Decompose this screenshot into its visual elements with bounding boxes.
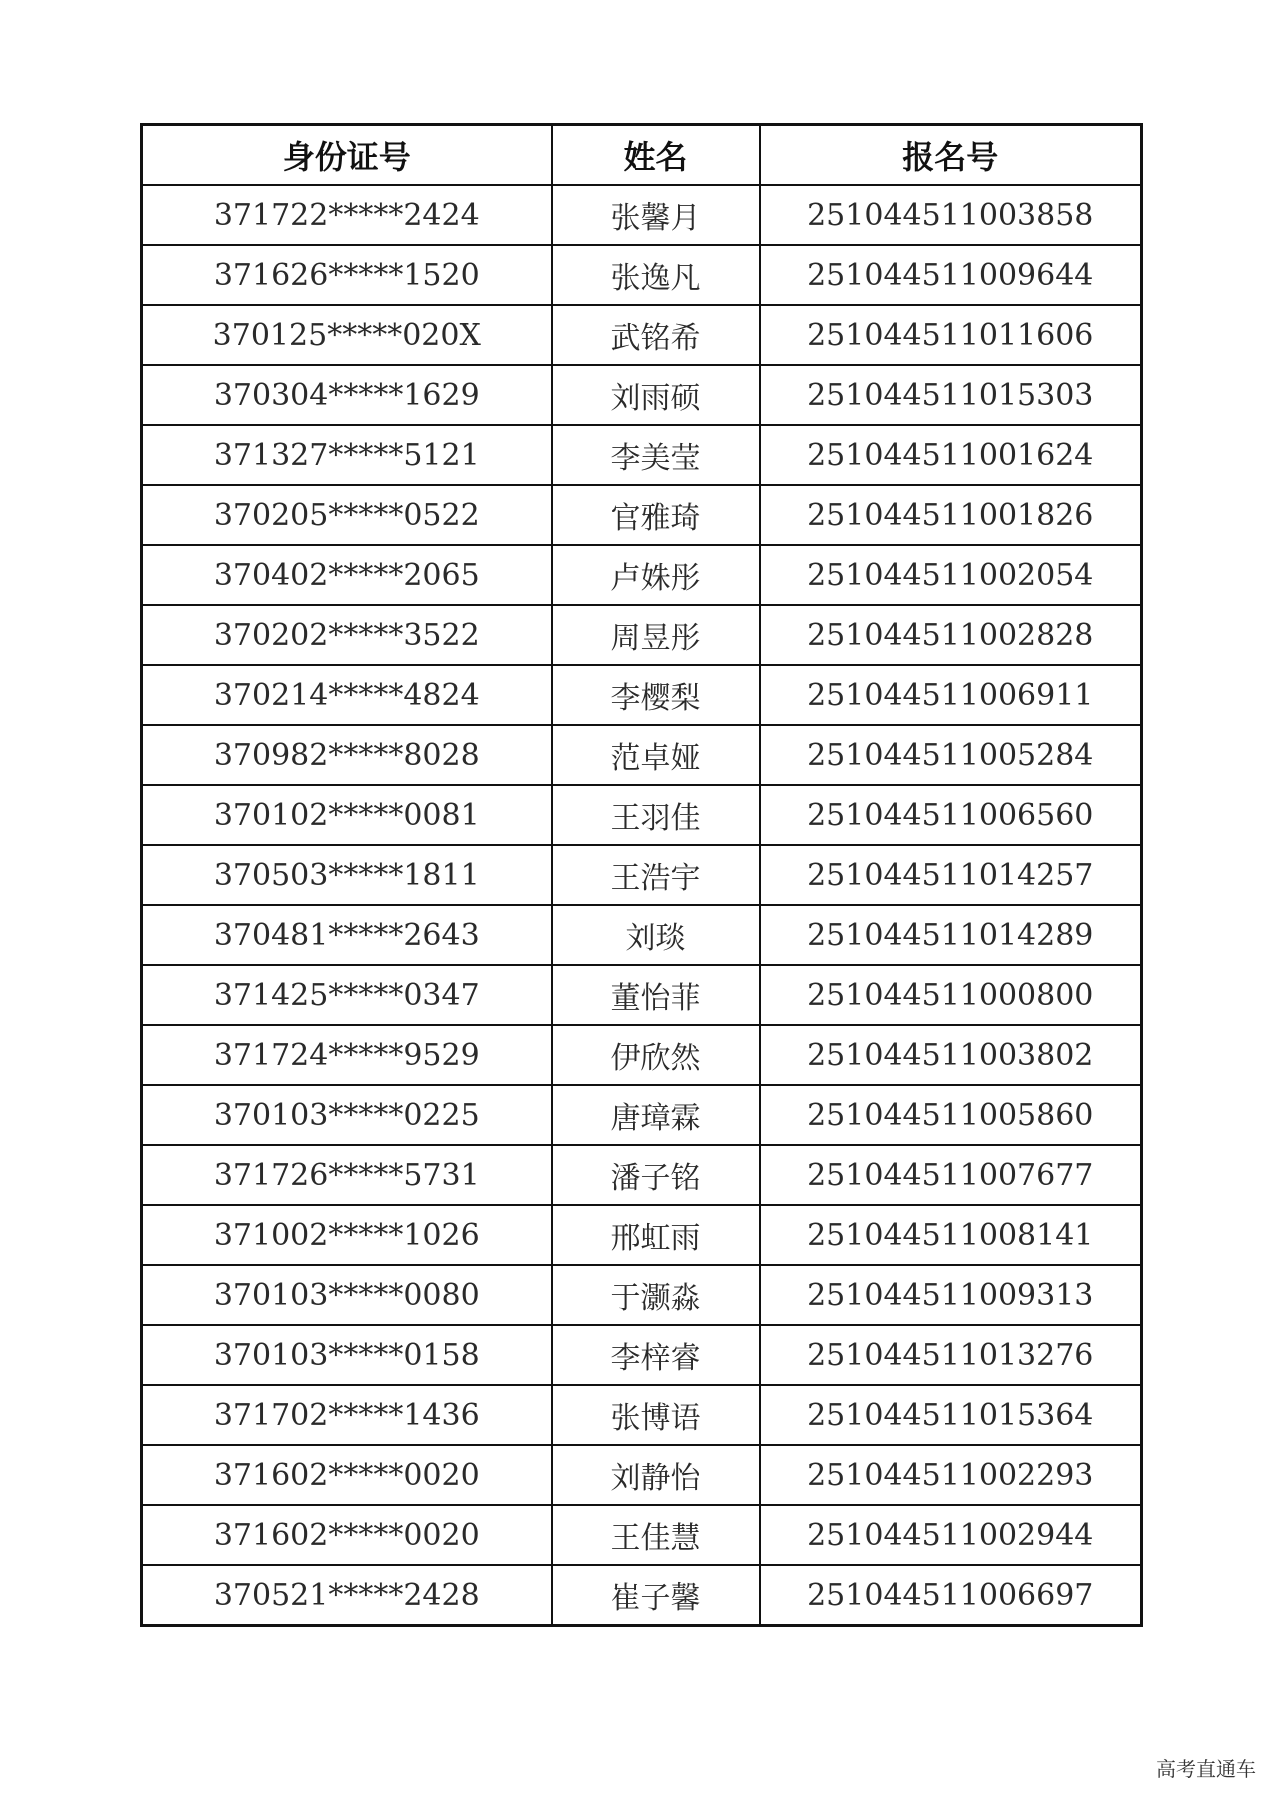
id-number-cell: 371425*****0347 xyxy=(142,965,552,1025)
name-cell: 董怡菲 xyxy=(552,965,760,1025)
registration-number-cell: 251044511003802 xyxy=(760,1025,1142,1085)
registration-number-cell: 251044511013276 xyxy=(760,1325,1142,1385)
registration-number-cell: 251044511006697 xyxy=(760,1565,1142,1626)
registration-number-cell: 251044511002828 xyxy=(760,605,1142,665)
table-row xyxy=(142,845,1142,905)
name-cell: 李美莹 xyxy=(552,425,760,485)
name-cell: 卢姝彤 xyxy=(552,545,760,605)
id-number-cell: 370402*****2065 xyxy=(142,545,552,605)
id-number-cell: 370982*****8028 xyxy=(142,725,552,785)
name-cell: 于灏淼 xyxy=(552,1265,760,1325)
registration-number-cell: 251044511014289 xyxy=(760,905,1142,965)
name-cell: 邢虹雨 xyxy=(552,1205,760,1265)
name-cell: 李梓睿 xyxy=(552,1325,760,1385)
id-number-cell: 371724*****9529 xyxy=(142,1025,552,1085)
table-row xyxy=(142,365,1142,425)
id-number-cell: 370205*****0522 xyxy=(142,485,552,545)
id-number-cell: 370102*****0081 xyxy=(142,785,552,845)
name-cell: 刘琰 xyxy=(552,905,760,965)
table-row xyxy=(142,245,1142,305)
name-cell: 张馨月 xyxy=(552,185,760,245)
registration-number-cell: 251044511009644 xyxy=(760,245,1142,305)
name-cell: 李樱梨 xyxy=(552,665,760,725)
registration-number-cell: 251044511015364 xyxy=(760,1385,1142,1445)
registration-number-cell: 251044511015303 xyxy=(760,365,1142,425)
id-number-cell: 371726*****5731 xyxy=(142,1145,552,1205)
table-row xyxy=(142,1265,1142,1325)
registration-number-cell: 251044511005860 xyxy=(760,1085,1142,1145)
id-number-cell: 370304*****1629 xyxy=(142,365,552,425)
table-row xyxy=(142,425,1142,485)
table-row xyxy=(142,1445,1142,1505)
table-row xyxy=(142,965,1142,1025)
id-number-cell: 370503*****1811 xyxy=(142,845,552,905)
id-number-cell: 371002*****1026 xyxy=(142,1205,552,1265)
name-cell: 王羽佳 xyxy=(552,785,760,845)
registration-number-cell: 251044511001826 xyxy=(760,485,1142,545)
header-name: 姓名 xyxy=(552,125,760,186)
table-row xyxy=(142,1085,1142,1145)
id-number-cell: 370103*****0080 xyxy=(142,1265,552,1325)
id-number-cell: 370521*****2428 xyxy=(142,1565,552,1626)
registration-number-cell: 251044511008141 xyxy=(760,1205,1142,1265)
table-row xyxy=(142,545,1142,605)
name-cell: 伊欣然 xyxy=(552,1025,760,1085)
table-row xyxy=(142,485,1142,545)
table-row xyxy=(142,1325,1142,1385)
registration-number-cell: 251044511002293 xyxy=(760,1445,1142,1505)
id-number-cell: 371626*****1520 xyxy=(142,245,552,305)
name-cell: 崔子馨 xyxy=(552,1565,760,1626)
table-row xyxy=(142,1025,1142,1085)
registration-number-cell: 251044511003858 xyxy=(760,185,1142,245)
id-number-cell: 371722*****2424 xyxy=(142,185,552,245)
id-number-cell: 370202*****3522 xyxy=(142,605,552,665)
registration-number-cell: 251044511002054 xyxy=(760,545,1142,605)
table-row xyxy=(142,1205,1142,1265)
registration-number-cell: 251044511000800 xyxy=(760,965,1142,1025)
registration-number-cell: 251044511007677 xyxy=(760,1145,1142,1205)
table-row xyxy=(142,665,1142,725)
id-number-cell: 370481*****2643 xyxy=(142,905,552,965)
name-cell: 刘静怡 xyxy=(552,1445,760,1505)
registration-number-cell: 251044511002944 xyxy=(760,1505,1142,1565)
id-number-cell: 371327*****5121 xyxy=(142,425,552,485)
name-cell: 武铭希 xyxy=(552,305,760,365)
header-id-number: 身份证号 xyxy=(142,125,552,186)
table-row xyxy=(142,905,1142,965)
name-cell: 张逸凡 xyxy=(552,245,760,305)
registration-number-cell: 251044511006560 xyxy=(760,785,1142,845)
id-number-cell: 371602*****0020 xyxy=(142,1445,552,1505)
name-cell: 王佳慧 xyxy=(552,1505,760,1565)
table-row xyxy=(142,1145,1142,1205)
registration-number-cell: 251044511006911 xyxy=(760,665,1142,725)
table-row xyxy=(142,605,1142,665)
table-header-row xyxy=(142,125,1142,186)
name-cell: 刘雨硕 xyxy=(552,365,760,425)
name-cell: 周昱彤 xyxy=(552,605,760,665)
roster-table xyxy=(140,123,1143,1627)
registration-number-cell: 251044511011606 xyxy=(760,305,1142,365)
table-row xyxy=(142,785,1142,845)
name-cell: 范卓娅 xyxy=(552,725,760,785)
table-row xyxy=(142,1505,1142,1565)
name-cell: 张博语 xyxy=(552,1385,760,1445)
table-body xyxy=(142,185,1142,1626)
table-row xyxy=(142,1565,1142,1626)
id-number-cell: 370214*****4824 xyxy=(142,665,552,725)
id-number-cell: 370103*****0225 xyxy=(142,1085,552,1145)
name-cell: 王浩宇 xyxy=(552,845,760,905)
table-row xyxy=(142,305,1142,365)
registration-number-cell: 251044511005284 xyxy=(760,725,1142,785)
id-number-cell: 371602*****0020 xyxy=(142,1505,552,1565)
registration-number-cell: 251044511009313 xyxy=(760,1265,1142,1325)
id-number-cell: 370103*****0158 xyxy=(142,1325,552,1385)
id-number-cell: 371702*****1436 xyxy=(142,1385,552,1445)
id-number-cell: 370125*****020X xyxy=(142,305,552,365)
name-cell: 官雅琦 xyxy=(552,485,760,545)
registration-number-cell: 251044511014257 xyxy=(760,845,1142,905)
table-row xyxy=(142,1385,1142,1445)
header-registration-number: 报名号 xyxy=(760,125,1142,186)
watermark-text: 高考直通车 xyxy=(1156,1757,1256,1781)
registration-number-cell: 251044511001624 xyxy=(760,425,1142,485)
name-cell: 潘子铭 xyxy=(552,1145,760,1205)
table-row xyxy=(142,185,1142,245)
name-cell: 唐璋霖 xyxy=(552,1085,760,1145)
table-row xyxy=(142,725,1142,785)
